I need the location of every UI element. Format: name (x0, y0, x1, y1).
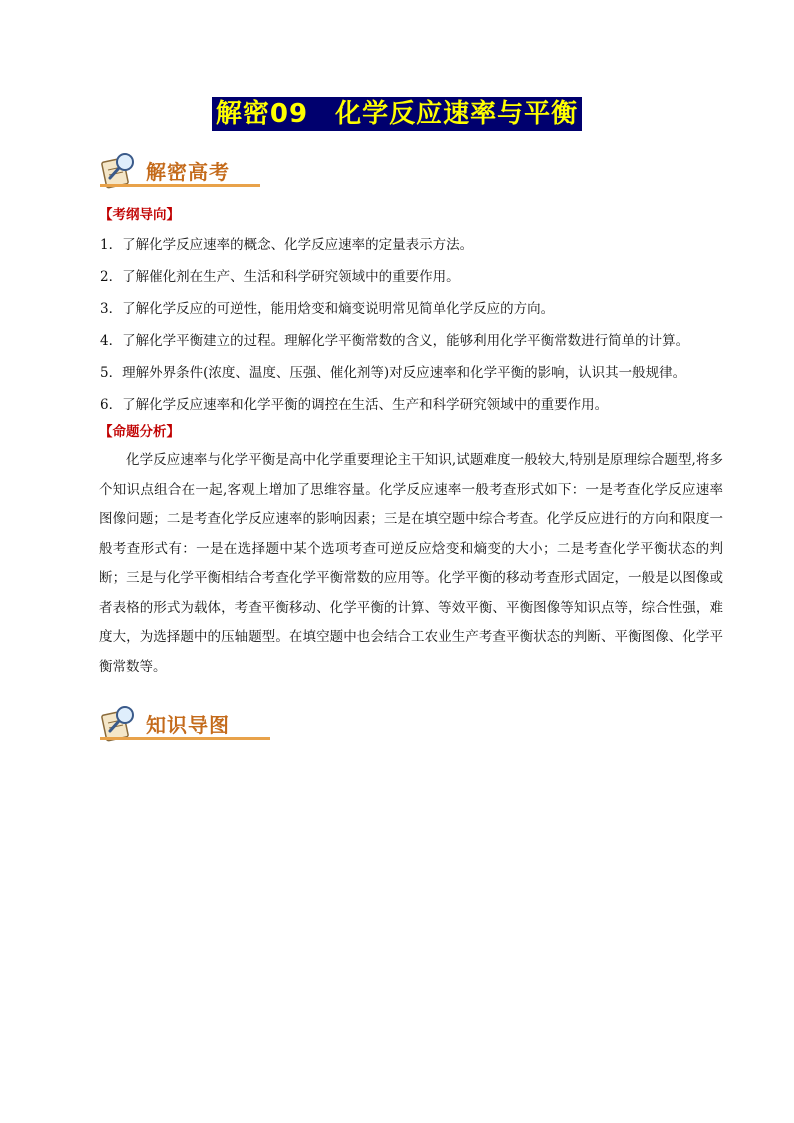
outline-item: 2．了解催化剂在生产、生活和科学研究领域中的重要作用。 (100, 269, 460, 285)
outline-item: 6．了解化学反应速率和化学平衡的调控在生活、生产和科学研究领域中的重要作用。 (100, 397, 609, 413)
title-wrap (0, 97, 794, 131)
section-header-mindmap (98, 703, 268, 745)
analysis-paragraph: 化学反应速率与化学平衡是高中化学重要理论主干知识,试题难度一般较大,特别是原理综合题型,将多个知识点组合在一起,客观上增加了思维容量。化学反应速率一般考查形式如下：一是考查化学反应速率图像问题；二是考查化学反应速率的影响因素；三是在填空题中综合考查。化学反应进行的方向和限度一般考查形式有：一是在选择题中某个选项考查可逆反应焓变和熵变的大小；二是考查化学平衡状态的判断；三是与化学平衡相结合考查化学平衡常数的应用等。化学平衡的移动考查形式固定，一般是以图像或者表格的形式为载体，考查平衡移动、化学平衡的计算、等效平衡、平衡图像等知识点等，综合性强，难度大，为选择题中的压轴题型。在填空题中也会结合工农业生产考查平衡状态的判断、平衡图像、化学平衡常数等。 (99, 452, 723, 675)
section-underline (100, 184, 260, 187)
outline-item: 4．了解化学平衡建立的过程。理解化学平衡常数的含义，能够利用化学平衡常数进行简单的计算。 (100, 333, 690, 349)
outline-item: 5．理解外界条件(浓度、温度、压强、催化剂等)对反应速率和化学平衡的影响，认识其一般规律。 (100, 365, 687, 381)
section-header-exam (98, 150, 268, 192)
section-label-exam: 解密高考 (146, 160, 230, 184)
outline-item: 3．了解化学反应的可逆性，能用焓变和熵变说明常见简单化学反应的方向。 (100, 301, 555, 317)
outline-heading: 【考纲导向】 (99, 207, 180, 223)
section-underline (100, 737, 270, 740)
section-label-mindmap: 知识导图 (146, 713, 230, 737)
analysis-heading: 【命题分析】 (99, 424, 180, 440)
page-title: 解密09 化学反应速率与平衡 (212, 97, 582, 131)
outline-item: 1．了解化学反应速率的概念、化学反应速率的定量表示方法。 (100, 237, 474, 253)
